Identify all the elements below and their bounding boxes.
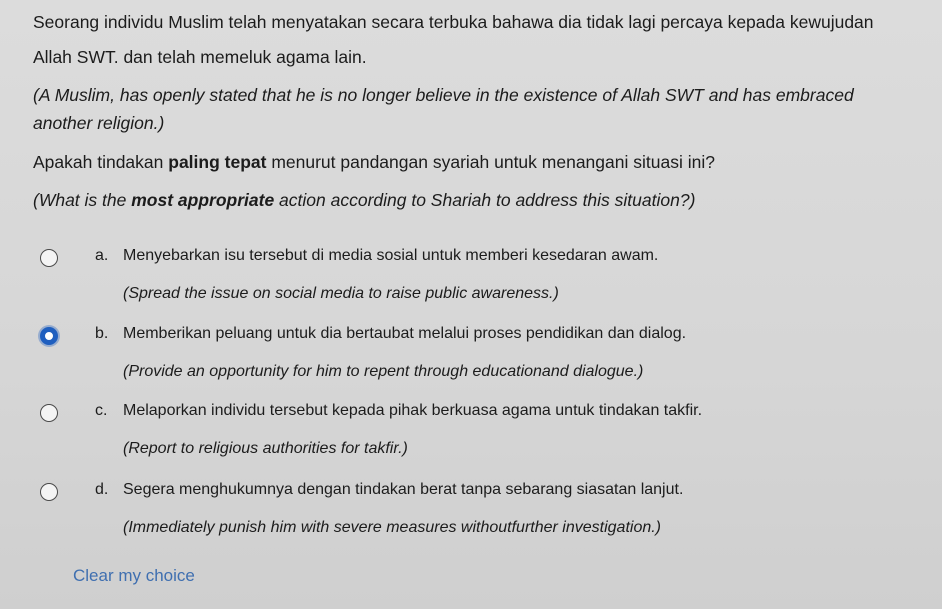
option-text-ms[interactable]: Melaporkan individu tersebut kepada pihak berkuasa agama untuk tindakan takfir. — [123, 402, 703, 419]
prompt-ms-emphasis: paling tepat — [168, 152, 267, 172]
prompt-en-emphasis: most appropriate — [131, 190, 275, 210]
question-prompt-ms — [33, 152, 715, 173]
option-d[interactable] — [0, 481, 942, 557]
prompt-ms-suffix: menurut pandangan syariah untuk menangani situasi ini? — [266, 152, 715, 172]
radio-option-a[interactable] — [40, 249, 58, 267]
option-text-en[interactable]: (Provide an opportunity for him to repent through educationand dialogue.) — [123, 363, 644, 380]
option-text-ms[interactable]: Memberikan peluang untuk dia bertaubat melalui proses pendidikan dan dialog. — [123, 325, 687, 342]
prompt-ms-prefix: Apakah tindakan — [33, 152, 169, 172]
question-prompt-en — [33, 190, 695, 211]
option-text-ms[interactable]: Segera menghukumnya dengan tindakan berat tanpa sebarang siasatan lanjut. — [123, 481, 684, 498]
option-a[interactable] — [0, 247, 942, 323]
radio-option-b[interactable] — [40, 327, 58, 345]
option-c[interactable] — [0, 402, 942, 478]
option-text-en[interactable]: (Report to religious authorities for takfir.) — [123, 440, 408, 457]
option-text-en[interactable]: (Immediately punish him with severe measures withoutfurther investigation.) — [123, 519, 662, 536]
option-letter: c. — [95, 402, 108, 419]
radio-option-c[interactable] — [40, 404, 58, 422]
option-text-en[interactable]: (Spread the issue on social media to raise public awareness.) — [123, 285, 559, 302]
question-text-en-line1: (A Muslim, has openly stated that he is no longer believe in the existence of Allah SWT and has embraced — [33, 85, 854, 105]
option-b[interactable] — [0, 325, 942, 401]
question-text-ms-line1: Seorang individu Muslim telah menyatakan secara terbuka bahawa dia tidak lagi percaya kepada kewujudan — [33, 12, 874, 32]
radio-option-d[interactable] — [40, 483, 58, 501]
option-text-ms[interactable]: Menyebarkan isu tersebut di media sosial untuk memberi kesedaran awam. — [123, 247, 659, 264]
option-letter: d. — [95, 481, 109, 498]
clear-choice-link[interactable]: Clear my choice — [73, 566, 195, 585]
prompt-en-prefix: (What is the — [33, 190, 132, 210]
option-letter: b. — [95, 325, 109, 342]
option-letter: a. — [95, 247, 109, 264]
prompt-en-suffix: action according to Shariah to address this situation?) — [274, 190, 696, 210]
question-text-en-line2: another religion.) — [33, 113, 165, 133]
question-text-ms-line2: Allah SWT. dan telah memeluk agama lain. — [33, 47, 367, 67]
